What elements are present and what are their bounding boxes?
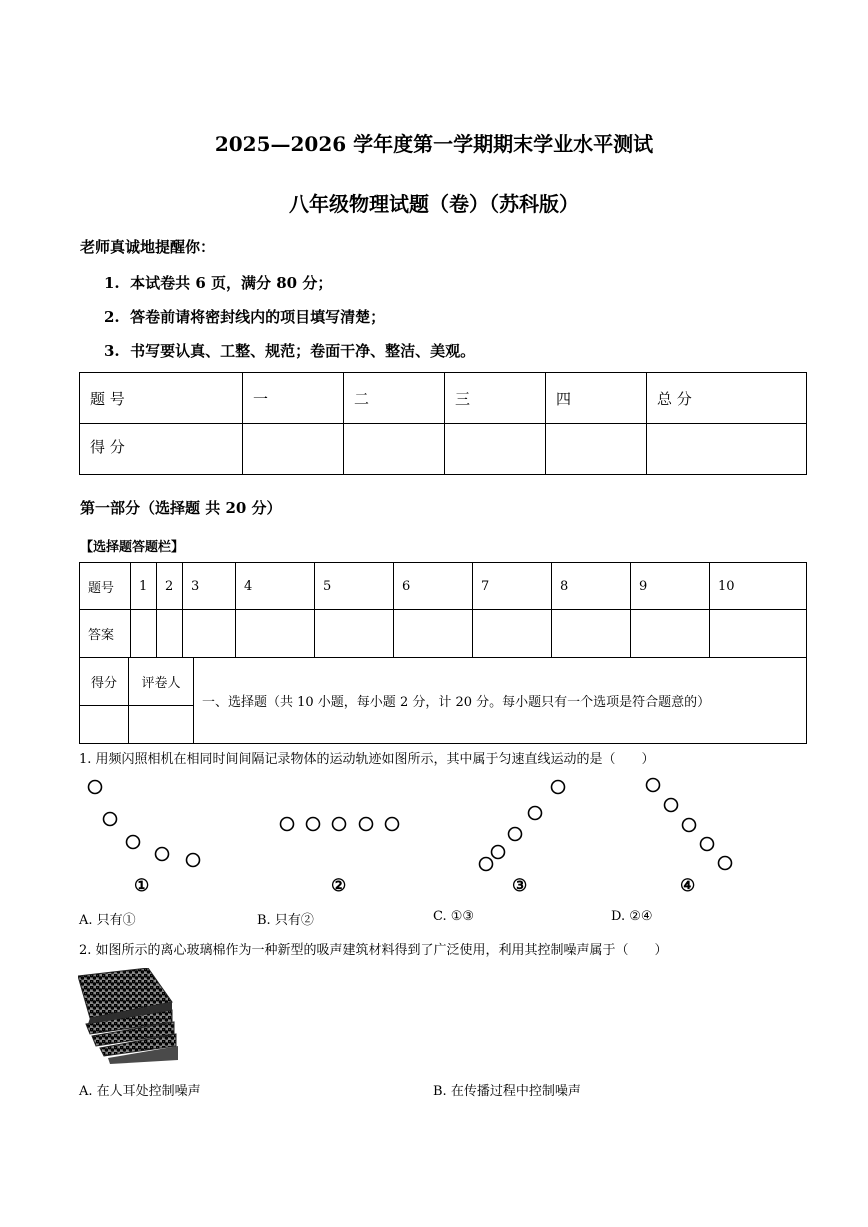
score-row-label: 得 分 — [80, 424, 243, 475]
option-c[interactable]: C. ①③ — [433, 909, 475, 924]
score-header-cell: 三 — [445, 373, 546, 424]
score-cell[interactable] — [344, 424, 445, 475]
score-header-cell: 一 — [243, 373, 344, 424]
question-number-cell: 7 — [473, 563, 552, 610]
question-number-cell: 6 — [394, 563, 473, 610]
answer-cell[interactable] — [236, 610, 315, 658]
strobe-dot — [386, 818, 399, 831]
strobe-dot — [509, 828, 522, 841]
score-table — [79, 372, 807, 475]
grader-reviewer-cell[interactable] — [129, 706, 194, 744]
reminder-item-number: 2. — [104, 308, 120, 326]
strobe-dot — [307, 818, 320, 831]
glass-wool-image — [78, 968, 180, 1064]
strobe-dot — [683, 819, 696, 832]
grader-score-label: 得分 — [80, 658, 129, 706]
answer-row-label: 答案 — [80, 610, 131, 658]
page-title: 2025—2026 学年度第一学期期末学业水平测试 — [214, 132, 654, 156]
grader-table — [79, 657, 807, 744]
question-2-stem: 2. 如图所示的离心玻璃棉作为一种新型的吸声建筑材料得到了广泛使用，利用其控制噪声属于（ ） — [79, 943, 668, 958]
question-number-cell: 4 — [236, 563, 315, 610]
answer-cell[interactable] — [183, 610, 236, 658]
figure-label-4: ④ — [680, 876, 696, 896]
answer-cell[interactable] — [131, 610, 157, 658]
reminder-item-number: 1. — [104, 274, 120, 292]
trajectory-2 — [281, 818, 399, 831]
trajectory-3 — [480, 781, 565, 871]
option-a[interactable]: A. 只有① — [79, 913, 136, 928]
page-subtitle: 八年级物理试题（卷）（苏科版） — [289, 192, 579, 216]
reminder-item-text: 书写要认真、工整、规范；卷面干净、整洁、美观。 — [130, 342, 476, 360]
strobe-dot — [333, 818, 346, 831]
strobe-dot — [156, 848, 169, 861]
reminder-item-text: 本试卷共 6 页，满分 80 分； — [130, 274, 333, 292]
score-header-cell: 题 号 — [80, 373, 243, 424]
strobe-dot — [701, 838, 714, 851]
reminder-item-text: 答卷前请将密封线内的项目填写清楚； — [130, 308, 386, 326]
score-cell[interactable] — [243, 424, 344, 475]
answer-cell[interactable] — [552, 610, 631, 658]
option-b[interactable]: B. 在传播过程中控制噪声 — [433, 1084, 581, 1099]
score-cell[interactable] — [647, 424, 807, 475]
reminder-item-number: 3. — [104, 342, 120, 360]
question-number-cell: 2 — [157, 563, 183, 610]
strobe-dot — [187, 854, 200, 867]
strobe-dot — [492, 846, 505, 859]
answer-cell[interactable] — [631, 610, 710, 658]
grader-score-cell[interactable] — [80, 706, 129, 744]
answer-cell[interactable] — [473, 610, 552, 658]
question-1-stem: 1. 用频闪照相机在相同时间间隔记录物体的运动轨迹如图所示，其中属于匀速直线运动的是（ ） — [79, 752, 655, 767]
question-number-cell: 8 — [552, 563, 631, 610]
option-a[interactable]: A. 在人耳处控制噪声 — [79, 1084, 201, 1099]
reminder-item — [104, 340, 475, 361]
score-header-cell: 总 分 — [647, 373, 807, 424]
answer-cell[interactable] — [710, 610, 807, 658]
score-header-cell: 四 — [546, 373, 647, 424]
strobe-dot — [647, 779, 660, 792]
figure-label-1: ① — [134, 876, 150, 896]
figure-label-3: ③ — [512, 876, 528, 896]
reminder-item — [104, 272, 332, 293]
reminder-item — [104, 306, 385, 327]
option-b[interactable]: B. 只有② — [257, 913, 314, 928]
score-cell[interactable] — [546, 424, 647, 475]
trajectory-4 — [647, 779, 732, 870]
strobe-dot — [281, 818, 294, 831]
strobe-dot — [552, 781, 565, 794]
score-header-cell: 二 — [344, 373, 445, 424]
trajectory-1 — [89, 781, 200, 867]
strobe-dot — [360, 818, 373, 831]
question-number-cell: 3 — [183, 563, 236, 610]
motion-trajectory-figure — [70, 770, 770, 900]
question-number-cell: 1 — [131, 563, 157, 610]
strobe-dot — [127, 836, 140, 849]
section-instructions: 一、选择题（共 10 小题，每小题 2 分，计 20 分。每小题只有一个选项是符合题意的） — [194, 658, 807, 744]
strobe-dot — [104, 813, 117, 826]
answer-cell[interactable] — [394, 610, 473, 658]
answer-table — [79, 562, 807, 658]
question-number-cell: 5 — [315, 563, 394, 610]
part1-heading: 第一部分（选择题 共 20 分） — [80, 499, 282, 517]
answer-bar-label: 【选择题答题栏】 — [80, 540, 185, 555]
answer-cell[interactable] — [315, 610, 394, 658]
question-number-cell: 10 — [710, 563, 807, 610]
question-number-cell: 9 — [631, 563, 710, 610]
strobe-dot — [529, 807, 542, 820]
figure-label-2: ② — [331, 876, 347, 896]
strobe-dot — [665, 799, 678, 812]
strobe-dot — [480, 858, 493, 871]
answer-row-label: 题号 — [80, 563, 131, 610]
option-d[interactable]: D. ②④ — [611, 909, 653, 924]
score-cell[interactable] — [445, 424, 546, 475]
answer-cell[interactable] — [157, 610, 183, 658]
strobe-dot — [719, 857, 732, 870]
grader-reviewer-label: 评卷人 — [129, 658, 194, 706]
reminder-heading: 老师真诚地提醒你： — [80, 238, 216, 256]
strobe-dot — [89, 781, 102, 794]
